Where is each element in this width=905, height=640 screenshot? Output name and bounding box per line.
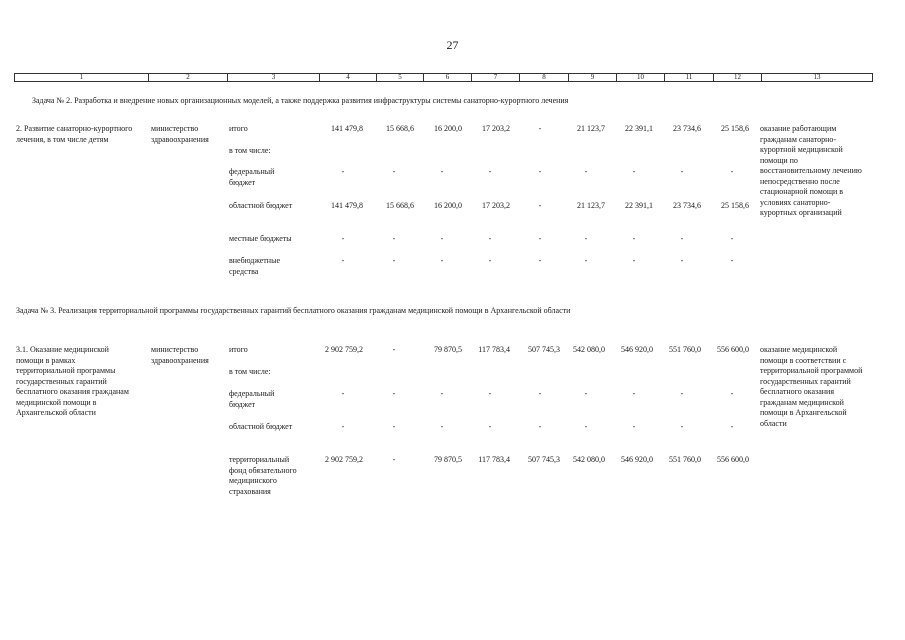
value-cell: - [680, 256, 684, 265]
value-cell: 551 760,0 [669, 345, 701, 354]
funding-source: внебюджетные средства [229, 256, 280, 276]
col-number: 5 [377, 74, 424, 82]
col-number: 3 [228, 74, 320, 82]
value-cell: - [440, 167, 444, 176]
funding-source: федеральный бюджет [229, 167, 275, 187]
value-cell: - [584, 234, 588, 243]
col-number: 13 [762, 74, 873, 82]
value-cell: 21 123,7 [577, 201, 605, 210]
col-number: 9 [569, 74, 617, 82]
page-number: 27 [446, 38, 459, 52]
value-cell: - [730, 422, 734, 431]
value-cell: - [488, 234, 492, 243]
expected-result: оказание медицинской помощи в соответствии с территориальной программой государственных гарантий бесплатного оказания гражданам медицинской помощи в Архангельской области [760, 345, 863, 428]
value-cell: 79 870,5 [434, 345, 462, 354]
col-number: 7 [472, 74, 520, 82]
value-cell: - [584, 256, 588, 265]
value-cell: 25 158,6 [721, 201, 749, 210]
value-cell: 542 080,0 [573, 455, 605, 464]
measure-name: 2. Развитие санаторно-курортного лечения, в том числе детям [16, 124, 133, 144]
measure-name: 3.1. Оказание медицинской помощи в рамках территориальной программы государственных гарантий бесплатного оказания гражданам медицинской помощи в Архангельской области [16, 345, 129, 417]
value-cell: - [730, 389, 734, 398]
col-number: 1 [15, 74, 149, 82]
column-number-header [14, 73, 873, 82]
value-cell: - [392, 167, 396, 176]
value-cell: 25 158,6 [721, 124, 749, 133]
value-cell: - [341, 256, 345, 265]
value-cell: - [440, 256, 444, 265]
executor: министерство здравоохранения [151, 124, 209, 144]
value-cell: - [392, 234, 396, 243]
value-cell: - [392, 256, 396, 265]
value-cell: 23 734,6 [673, 201, 701, 210]
value-cell: - [392, 422, 396, 431]
value-cell: - [392, 455, 396, 464]
value-cell: - [341, 234, 345, 243]
value-cell: - [538, 167, 542, 176]
value-cell: 21 123,7 [577, 124, 605, 133]
value-cell: - [730, 167, 734, 176]
value-cell: - [538, 256, 542, 265]
funding-source: местные бюджеты [229, 234, 292, 243]
task-heading: Задача № 2. Разработка и внедрение новых организационных моделей, а также поддержка развития инфраструктуры системы санаторно-курортного лечения [32, 96, 569, 105]
value-cell: 2 902 759,2 [325, 345, 363, 354]
value-cell: - [440, 234, 444, 243]
value-cell: - [584, 167, 588, 176]
value-cell: 17 203,2 [482, 124, 510, 133]
value-cell: - [341, 422, 345, 431]
value-cell: - [632, 234, 636, 243]
funding-source: в том числе: [229, 367, 271, 376]
executor: министерство здравоохранения [151, 345, 209, 365]
value-cell: 556 600,0 [717, 455, 749, 464]
col-number: 12 [714, 74, 762, 82]
value-cell: - [488, 256, 492, 265]
value-cell: 15 668,6 [386, 201, 414, 210]
value-cell: 556 600,0 [717, 345, 749, 354]
value-cell: - [730, 234, 734, 243]
value-cell: - [392, 345, 396, 354]
value-cell: 17 203,2 [482, 201, 510, 210]
value-cell: - [680, 389, 684, 398]
value-cell: 2 902 759,2 [325, 455, 363, 464]
value-cell: 15 668,6 [386, 124, 414, 133]
value-cell: 551 760,0 [669, 455, 701, 464]
value-cell: - [632, 167, 636, 176]
value-cell: 117 783,4 [478, 345, 510, 354]
value-cell: - [538, 201, 542, 210]
value-cell: - [341, 167, 345, 176]
value-cell: 542 080,0 [573, 345, 605, 354]
expected-result: оказание работающим гражданам санаторно-курортной медицинской помощи по восстановительному лечению непосредственно после стационарной помощи в условиях санаторно-курортных организаций [760, 124, 862, 217]
value-cell: 23 734,6 [673, 124, 701, 133]
task-heading: Задача № 3. Реализация территориальной программы государственных гарантий бесплатного оказания гражданам медицинской помощи в Архангельской области [16, 306, 571, 315]
col-number: 8 [520, 74, 569, 82]
value-cell: - [584, 422, 588, 431]
value-cell: - [538, 422, 542, 431]
value-cell: - [538, 124, 542, 133]
col-number: 6 [424, 74, 472, 82]
value-cell: 546 920,0 [621, 345, 653, 354]
col-number: 10 [617, 74, 665, 82]
value-cell: - [538, 389, 542, 398]
value-cell: - [488, 422, 492, 431]
value-cell: - [538, 234, 542, 243]
value-cell: 117 783,4 [478, 455, 510, 464]
value-cell: - [488, 389, 492, 398]
value-cell: - [392, 389, 396, 398]
value-cell: 16 200,0 [434, 124, 462, 133]
value-cell: - [632, 389, 636, 398]
value-cell: 16 200,0 [434, 201, 462, 210]
funding-source: территориальный фонд обязательного медицинского страхования [229, 455, 297, 496]
value-cell: - [584, 389, 588, 398]
value-cell: 79 870,5 [434, 455, 462, 464]
value-cell: 141 479,8 [331, 201, 363, 210]
funding-source: в том числе: [229, 146, 271, 155]
value-cell: 141 479,8 [331, 124, 363, 133]
value-cell: 22 391,1 [625, 124, 653, 133]
value-cell: 22 391,1 [625, 201, 653, 210]
value-cell: 546 920,0 [621, 455, 653, 464]
value-cell: - [632, 256, 636, 265]
funding-source: итого [229, 345, 248, 354]
funding-source: итого [229, 124, 248, 133]
funding-source: областной бюджет [229, 422, 293, 431]
col-number: 4 [320, 74, 377, 82]
funding-source: федеральный бюджет [229, 389, 275, 409]
value-cell: - [680, 234, 684, 243]
value-cell: - [680, 422, 684, 431]
value-cell: - [341, 389, 345, 398]
value-cell: 507 745,3 [528, 455, 560, 464]
value-cell: - [680, 167, 684, 176]
funding-source: областной бюджет [229, 201, 293, 210]
col-number: 11 [665, 74, 714, 82]
value-cell: - [730, 256, 734, 265]
value-cell: - [440, 389, 444, 398]
value-cell: - [440, 422, 444, 431]
value-cell: 507 745,3 [528, 345, 560, 354]
value-cell: - [632, 422, 636, 431]
value-cell: - [488, 167, 492, 176]
col-number: 2 [149, 74, 228, 82]
